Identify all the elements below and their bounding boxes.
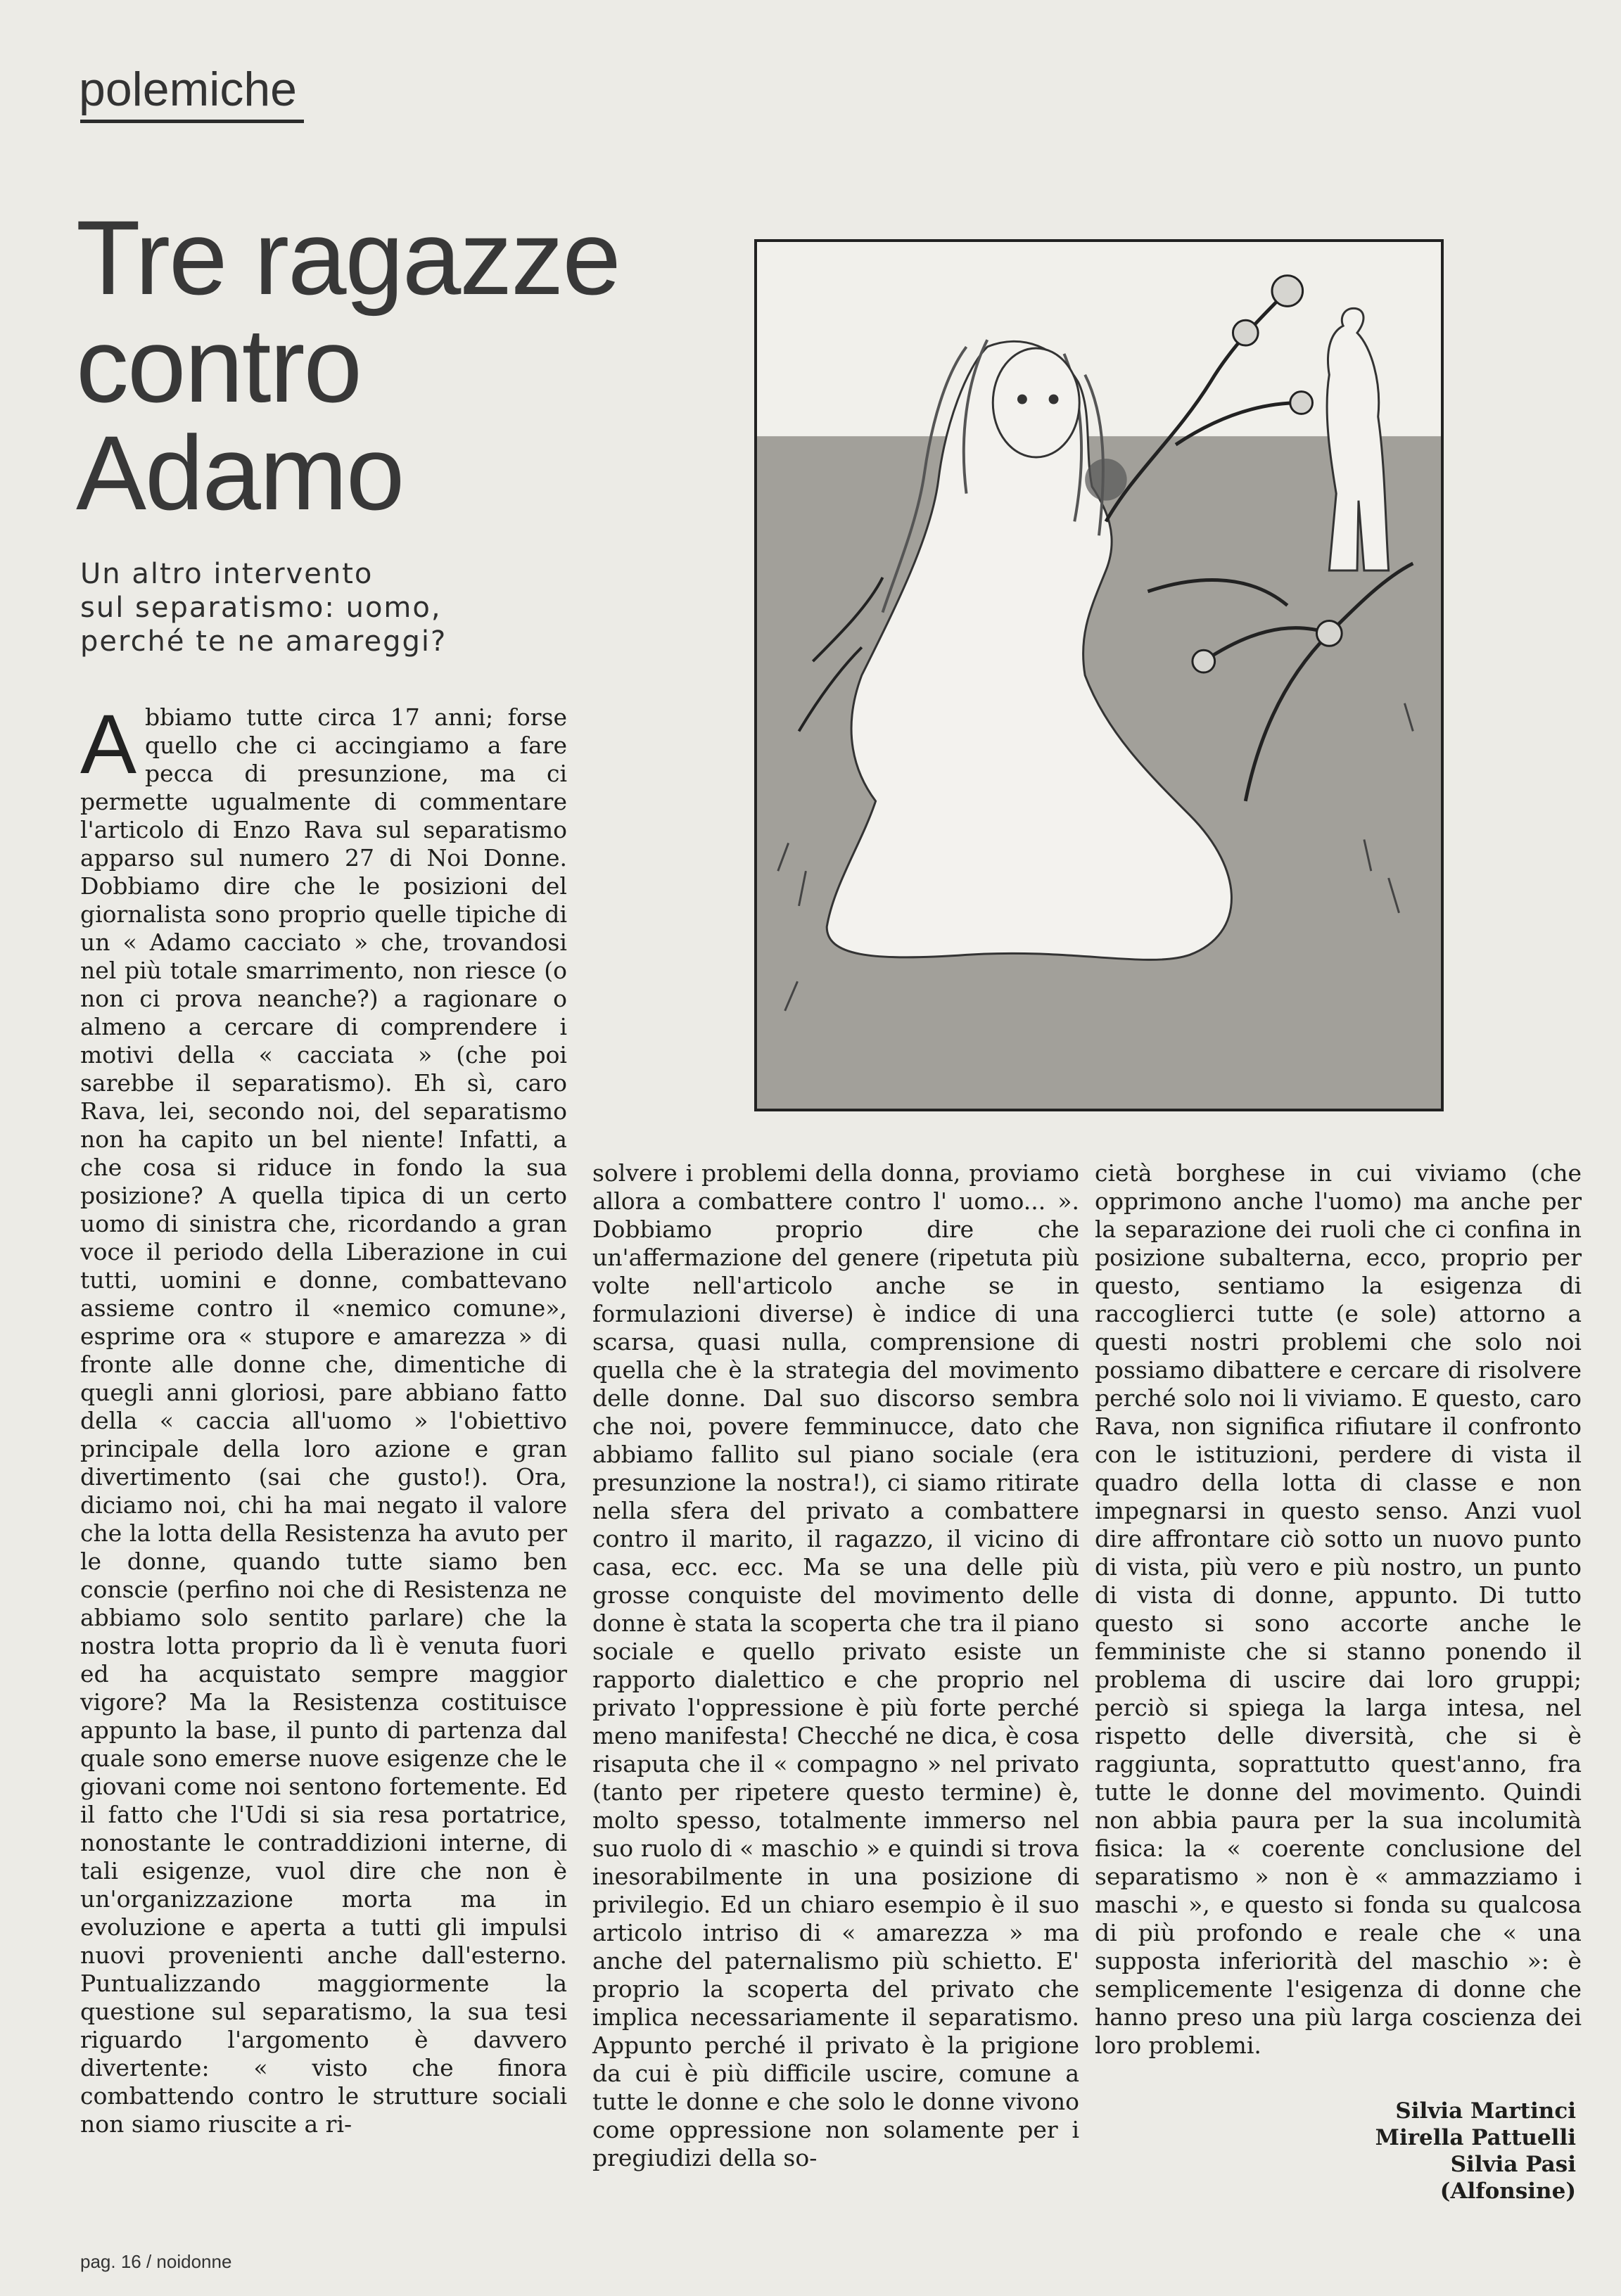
author-location: (Alfonsine) [1439, 2179, 1576, 2204]
article-column-1 [80, 697, 567, 2268]
subtitle-line-2: sul separatismo: uomo, [80, 592, 442, 624]
title-line-1: Tre ragazze [76, 198, 620, 317]
title-line-2: contro [76, 306, 361, 424]
author-2: Mirella Pattuelli [1375, 2125, 1576, 2150]
title-line-3: Adamo [76, 414, 404, 532]
signature [1196, 2098, 1576, 2205]
illustration-drawing [757, 242, 1441, 1109]
author-3: Silvia Pasi [1450, 2152, 1576, 2177]
article-column-2 [592, 1159, 1079, 2278]
article-body-part-2: solvere i problemi della donna, proviamo allora a combattere contro l' uomo... ». Dobbiamo proprio dire che un'affermazione del genere (ripetuta più volte nell'articolo anche se in formulazioni diverse) è indice di una scarsa, quasi nulla, comprensione di quella che è la strategia del movimento delle donne. Dal suo discorso sembra che noi, povere femminucce, dato che abbiamo fallito sul piano sociale (era presunzione la nostra!), ci siamo ritirate nella sfera del privato a combattere contro il marito, il ragazzo, il vicino di casa, ecc. ecc. Ma se una delle più grosse conquiste del movimento delle donne è stata la scoperta che tra il piano sociale e quello privato esiste un rapporto dialettico e che proprio nel privato l'oppressione è più forte perché meno manifesta! Checché ne dica, è cosa risaputa che il « compagno » nel privato (tanto per ripetere questo termine) è, molto spesso, totalmente immerso nel suo ruolo di « maschio » e quindi si trova inesorabilmente in una posizione di privilegio. Ed un chiaro esempio è il suo articolo intriso di « amarezza » ma anche del paternalismo più schietto. E' proprio la scoperta del privato che implica necessariamente il separatismo. Appunto perché il privato è la prigione da cui è più difficile uscire, comune a tutte le donne e che solo le donne vivono come oppressione non solamente per i pregiudizi della so- [592, 1159, 1079, 2171]
article-title [76, 198, 709, 532]
illustration [754, 239, 1444, 1111]
author-1: Silvia Martinci [1395, 2098, 1576, 2124]
section-label: polemiche [79, 63, 297, 116]
article-body-part-3: cietà borghese in cui viviamo (che opprimono anche l'uomo) ma anche per la separazione dei ruoli che ci confina in posizione subalterna, ecco, proprio per questo, sentiamo la esigenza di raccoglierci tutte (e sole) attorno a questi nostri problemi che solo noi possiamo dibattere e cercare di risolvere perché solo noi li viviamo. E questo, caro Rava, non significa rifiutare il confronto con le istituzioni, perdere di vista il quadro della lotta di classe e non impegnarsi in questo senso. Anzi vuol dire affrontare ciò sotto un nuovo punto di vista, più vero e più nostro, un punto di vista di donne, appunto. Di tutto questo si sono accorte anche le femministe che si stanno ponendo il problema di uscire dai loro gruppi; perciò si spiega la larga intesa, nel rispetto delle diversità, che si è raggiunta, soprattutto quest'anno, fra tutte le donne del movimento. Quindi non abbia paura per la sua incolumità fisica: la « coerente conclusione del separatismo » non è « ammazziamo i maschi », e questo si fonda su qualcosa di più profondo e reale che « una supposta inferiorità del maschio »: è semplicemente l'esigenza di donne che hanno preso una più larga coscienza dei loro problemi. [1095, 1159, 1582, 2059]
article-subtitle [80, 557, 530, 658]
page-footer: pag. 16 / noidonne [80, 2251, 232, 2272]
section-underline [80, 120, 304, 123]
drop-cap: A [80, 697, 137, 791]
article-body-part-1: bbiamo tutte circa 17 anni; forse quello che ci accingiamo a fare pecca di presunzione, ma ci permette ugualmente di commentare l'articolo di Enzo Rava sul separatismo apparso sul numero 27 di Noi Donne. Dobbiamo dire che le posizioni del giornalista sono proprio quelle tipiche di un « Adamo cacciato » che, trovandosi nel più totale smarrimento, non riesce (o non ci prova neanche?) a ragionare o almeno a cercare di comprendere i motivi della « cacciata » (che poi sarebbe il separatismo). Eh sì, caro Rava, lei, secondo noi, del separatismo non ha capito un bel niente! Infatti, a che cosa si riduce in fondo la sua posizione? A quella tipica di un certo uomo di sinistra che, ricordando a gran voce il periodo della Liberazione in cui tutti, uomini e donne, combattevano assieme contro il «nemico comune», esprime ora « stupore e amarezza » di fronte alle donne che, dimentiche di quegli anni gloriosi, pare abbiano fatto della « caccia all'uomo » l'obiettivo principale della loro azione e gran divertimento (sai che gusto!). Ora, diciamo noi, chi ha mai negato il valore che la lotta della Resistenza ha avuto per le donne, quando tutte siamo ben conscie (perfino noi che di Resistenza ne abbiamo solo sentito parlare) che la nostra lotta proprio da lì è venuta fuori ed ha acquistato sempre maggior vigore? Ma la Resistenza costituisce appunto la base, il punto di partenza dal quale sono emerse nuove esigenze che le giovani come noi sentono fortemente. Ed il fatto che l'Udi si sia resa portatrice, nonostante le contraddizioni interne, di tali esigenze, vuol dire che non è un'organizzazione morta ma in evoluzione e aperta a tutti gli impulsi nuovi provenienti anche dall'esterno. Puntualizzando maggiormente la questione sul separatismo, la sua tesi riguardo l'argomento è davvero divertente: « visto che finora combattendo contro le strutture sociali non siamo riuscite a ri- [80, 703, 567, 2138]
article-column-3 [1095, 1159, 1582, 2130]
subtitle-line-1: Un altro intervento [80, 558, 374, 590]
subtitle-line-3: perché te ne amareggi? [80, 625, 447, 658]
